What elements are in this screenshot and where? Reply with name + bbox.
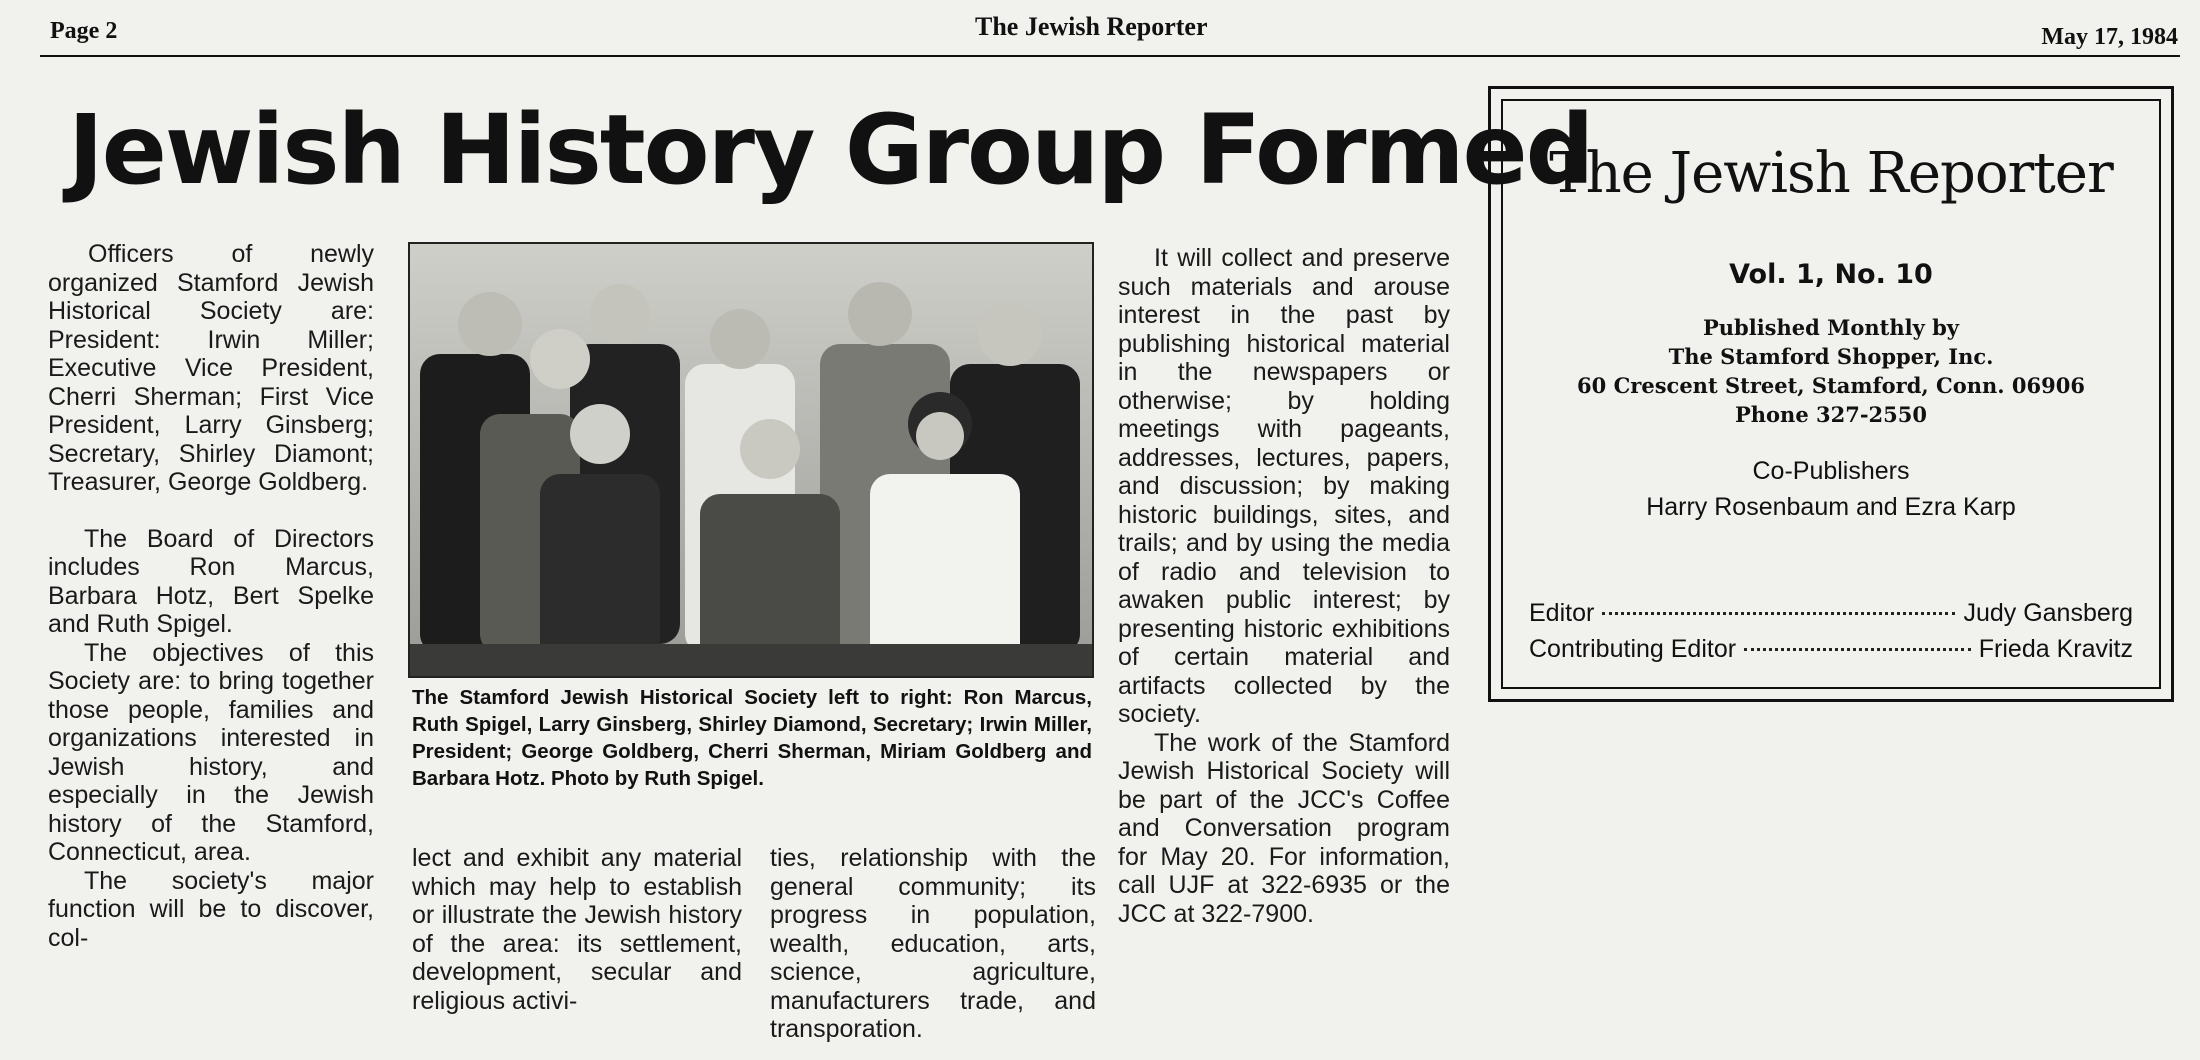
issue-date: May 17, 1984 (2041, 24, 2178, 50)
masthead-inner-border (1501, 99, 2161, 689)
article-paragraph: ties, relationship with the general community; its progress in population, wealth, education, arts, science, agriculture, manufacturers trade, and transporation. (770, 844, 1096, 1043)
article-column-1 (48, 240, 374, 952)
article-column-3 (770, 844, 1096, 1044)
article-column-4 (1118, 244, 1450, 928)
contributing-editor-line (1529, 635, 2133, 664)
article-paragraph: It will collect and preserve such materials and arouse interest in the past by publishing historical material in the newspapers or otherwise; by holding meetings with pageants, addresses, lectures, papers, and discussion; by making historic buildings, sites, and trails; and by using the media of radio and television to awaken public interest; by presenting historic exhibitions of certain material and artifacts collected by the society. (1118, 244, 1450, 728)
masthead-title: The Jewish Reporter (1549, 141, 2113, 206)
photo-caption: The Stamford Jewish Historical Society left to right: Ron Marcus, Ruth Spigel, Larry Ginsberg, Shirley Diamond, Secretary; Irwin Miller, President; George Goldberg, Cherri Sherman, Miriam Goldberg and Barbara Hotz. Photo by Ruth Spigel. (412, 686, 1092, 790)
running-paper-name: The Jewish Reporter (975, 12, 1208, 41)
headline: Jewish History Group Formed (68, 94, 1593, 206)
article-column-2 (412, 844, 742, 1015)
article-paragraph: lect and exhibit any material which may help to establish or illustrate the Jewish history of the area: its settlement, development, secular and religious activi- (412, 844, 742, 1015)
editor-label: Editor (1529, 599, 1595, 627)
contributing-editor-label: Contributing Editor (1529, 635, 1737, 663)
article-paragraph: Officers of newly organized Stamford Jewish Historical Society are: President: Irwin Miller; Executive Vice President, Cherri Sherman; First Vice President, Larry Ginsberg; Secretary, Shirley Diamont; Treasurer, George Goldberg. (48, 240, 374, 496)
masthead-box (1488, 86, 2174, 702)
editor-line (1529, 599, 2133, 628)
contributing-editor-name: Frieda Kravitz (1978, 635, 2133, 663)
leader-dots (1602, 612, 1955, 615)
article-paragraph: The work of the Stamford Jewish Historical Society will be part of the JCC's Coffee and Conversation program for May 20. For information, call UJF at 322-6935 or the JCC at 322-7900. (1118, 728, 1450, 928)
copublishers (1503, 453, 2159, 525)
editor-name: Judy Gansberg (1963, 599, 2133, 627)
page-number: Page 2 (50, 18, 118, 44)
publisher-line: Phone 327-2550 (1734, 402, 1927, 427)
article-paragraph: The Board of Directors includes Ron Marcus, Barbara Hotz, Bert Spelke and Ruth Spigel. (48, 524, 374, 638)
leader-dots (1744, 648, 1971, 651)
copublishers-label: Co-Publishers (1752, 457, 1910, 485)
publisher-info (1503, 313, 2159, 429)
volume-number: Vol. 1, No. 10 (1729, 259, 1933, 290)
publisher-line: 60 Crescent Street, Stamford, Conn. 06906 (1577, 373, 2085, 398)
publisher-line: Published Monthly by (1702, 315, 1959, 340)
publisher-line: The Stamford Shopper, Inc. (1668, 344, 1994, 369)
header-rule (40, 55, 2180, 57)
article-paragraph: The objectives of this Society are: to bring together those people, families and organizations interested in Jewish history, and especially in the Jewish history of the Stamford, Connecticut, area. (48, 638, 374, 866)
copublishers-names: Harry Rosenbaum and Ezra Karp (1646, 493, 2016, 521)
group-photo (408, 242, 1094, 678)
article-paragraph: The society's major function will be to discover, col- (48, 866, 374, 952)
